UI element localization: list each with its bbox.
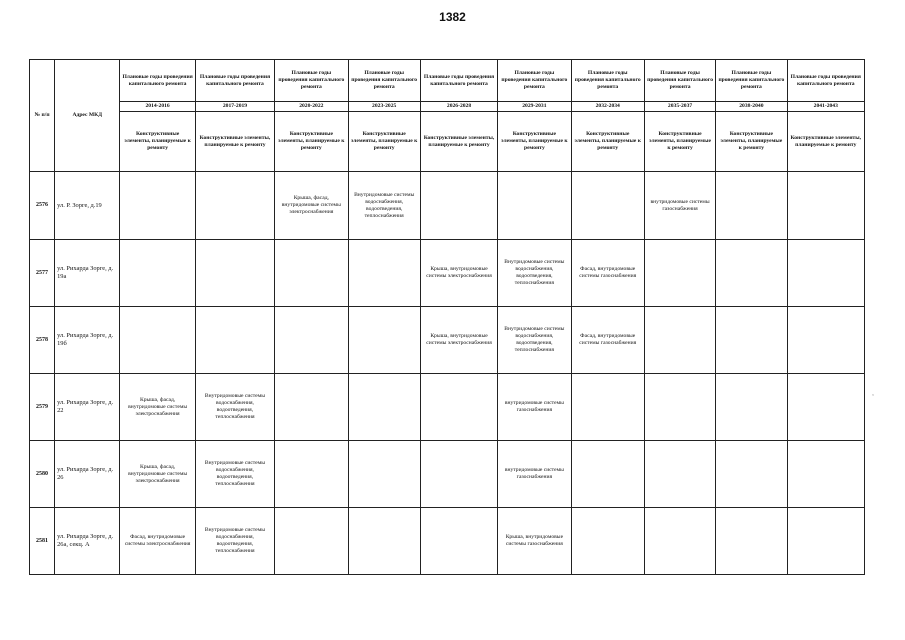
- repair-cell-2026-2028: Крыша, внутридомовые системы электроснабжения: [420, 307, 497, 374]
- header-group-2: Плановые годы проведения капитального ремонта: [275, 60, 348, 102]
- repair-cell-2032-2034: Фасад, внутридомовые системы газоснабжения: [571, 240, 644, 307]
- repair-cell-2038-2040: [716, 240, 787, 307]
- repair-cell-2014-2016: Фасад, внутридомовые системы электроснабжения: [120, 508, 195, 575]
- row-address: ул. Рихарда Зорге, д. 26а, секц. А: [55, 508, 120, 575]
- header-group-9: Плановые годы проведения капитального ремонта: [787, 60, 864, 102]
- header-group-5: Плановые годы проведения капитального ремонта: [498, 60, 571, 102]
- row-number: 2577: [30, 240, 55, 307]
- repair-cell-2032-2034: [571, 441, 644, 508]
- repair-cell-2017-2019: Внутридомовые системы водоснабжения, водоотведения, теплоснабжения: [195, 374, 274, 441]
- header-period-2038-2040: 2038-2040: [716, 102, 787, 112]
- repair-cell-2035-2037: внутридомовые системы газоснабжения: [644, 172, 715, 240]
- capital-repair-table: [29, 59, 865, 575]
- row-address: ул. Рихарда Зорге, д. 19б: [55, 307, 120, 374]
- header-period-2017-2019: 2017-2019: [195, 102, 274, 112]
- header-period-2023-2025: 2023-2025: [348, 102, 420, 112]
- repair-cell-2029-2031: внутридомовые системы газоснабжения: [498, 374, 571, 441]
- header-subtitle-8: Конструктивные элементы, планируемые к ремонту: [716, 112, 787, 172]
- header-group-6: Плановые годы проведения капитального ремонта: [571, 60, 644, 102]
- repair-cell-2020-2022: [275, 374, 348, 441]
- header-group-0: Плановые годы проведения капитального ремонта: [120, 60, 195, 102]
- repair-cell-2038-2040: [716, 508, 787, 575]
- repair-cell-2014-2016: [120, 172, 195, 240]
- repair-cell-2041-2043: [787, 172, 864, 240]
- repair-cell-2038-2040: [716, 172, 787, 240]
- repair-cell-2035-2037: [644, 307, 715, 374]
- repair-cell-2041-2043: [787, 307, 864, 374]
- header-period-2014-2016: 2014-2016: [120, 102, 195, 112]
- row-address: ул. Рихарда Зорге, д. 22: [55, 374, 120, 441]
- repair-cell-2041-2043: [787, 240, 864, 307]
- repair-cell-2041-2043: [787, 441, 864, 508]
- repair-cell-2029-2031: Внутридомовые системы водоснабжения, водоотведения, теплоснабжения: [498, 307, 571, 374]
- scan-mark: ,: [872, 390, 874, 397]
- repair-cell-2014-2016: [120, 240, 195, 307]
- table-row: [30, 374, 865, 441]
- repair-cell-2035-2037: [644, 441, 715, 508]
- header-subtitle-9: Конструктивные элементы, планируемые к ремонту: [787, 112, 864, 172]
- repair-cell-2017-2019: Внутридомовые системы водоснабжения, водоотведения, теплоснабжения: [195, 508, 274, 575]
- repair-cell-2041-2043: [787, 374, 864, 441]
- header-group-7: Плановые годы проведения капитального ремонта: [644, 60, 715, 102]
- repair-cell-2023-2025: [348, 508, 420, 575]
- repair-cell-2020-2022: [275, 441, 348, 508]
- repair-cell-2029-2031: внутридомовые системы газоснабжения: [498, 441, 571, 508]
- header-period-2041-2043: 2041-2043: [787, 102, 864, 112]
- row-number: 2578: [30, 307, 55, 374]
- repair-cell-2020-2022: Крыша, фасад, внутридомовые системы электроснабжения: [275, 172, 348, 240]
- repair-cell-2026-2028: [420, 374, 497, 441]
- repair-cell-2023-2025: [348, 441, 420, 508]
- repair-cell-2032-2034: [571, 374, 644, 441]
- repair-cell-2038-2040: [716, 441, 787, 508]
- row-address: ул. Рихарда Зорге, д. 26: [55, 441, 120, 508]
- repair-cell-2026-2028: [420, 508, 497, 575]
- repair-cell-2032-2034: [571, 172, 644, 240]
- repair-cell-2035-2037: [644, 240, 715, 307]
- repair-cell-2035-2037: [644, 508, 715, 575]
- repair-cell-2017-2019: [195, 172, 274, 240]
- header-period-2032-2034: 2032-2034: [571, 102, 644, 112]
- repair-cell-2026-2028: Крыша, внутридомовые системы электроснабжения: [420, 240, 497, 307]
- header-period-2029-2031: 2029-2031: [498, 102, 571, 112]
- repair-cell-2041-2043: [787, 508, 864, 575]
- repair-cell-2029-2031: Крыша, внутридомовые системы газоснабжения: [498, 508, 571, 575]
- table-row: [30, 441, 865, 508]
- row-number: 2579: [30, 374, 55, 441]
- table-row: [30, 307, 865, 374]
- repair-cell-2038-2040: [716, 374, 787, 441]
- repair-cell-2017-2019: Внутридомовые системы водоснабжения, водоотведения, теплоснабжения: [195, 441, 274, 508]
- repair-cell-2020-2022: [275, 508, 348, 575]
- repair-cell-2029-2031: Внутридомовые системы водоснабжения, водоотведения, теплоснабжения: [498, 240, 571, 307]
- header-group-1: Плановые годы проведения капитального ремонта: [195, 60, 274, 102]
- repair-cell-2023-2025: [348, 374, 420, 441]
- repair-cell-2014-2016: Крыша, фасад, внутридомовые системы электроснабжения: [120, 374, 195, 441]
- table-row: [30, 172, 865, 240]
- table-row: [30, 240, 865, 307]
- header-subtitle-4: Конструктивные элементы, планируемые к ремонту: [420, 112, 497, 172]
- repair-cell-2014-2016: [120, 307, 195, 374]
- repair-cell-2032-2034: [571, 508, 644, 575]
- repair-cell-2026-2028: [420, 441, 497, 508]
- table-row: [30, 508, 865, 575]
- repair-cell-2017-2019: [195, 307, 274, 374]
- repair-cell-2023-2025: Внутридомовые системы водоснабжения, водоотведения, теплоснабжения: [348, 172, 420, 240]
- repair-cell-2032-2034: Фасад, внутридомовые системы газоснабжения: [571, 307, 644, 374]
- repair-cell-2029-2031: [498, 172, 571, 240]
- repair-cell-2017-2019: [195, 240, 274, 307]
- header-period-2020-2022: 2020-2022: [275, 102, 348, 112]
- row-address: ул. Р. Зорге, д.19: [55, 172, 120, 240]
- page-number: 1382: [439, 10, 466, 24]
- header-group-4: Плановые годы проведения капитального ремонта: [420, 60, 497, 102]
- repair-cell-2023-2025: [348, 307, 420, 374]
- repair-cell-2023-2025: [348, 240, 420, 307]
- repair-cell-2014-2016: Крыша, фасад, внутридомовые системы электроснабжения: [120, 441, 195, 508]
- repair-cell-2038-2040: [716, 307, 787, 374]
- repair-cell-2026-2028: [420, 172, 497, 240]
- repair-cell-2035-2037: [644, 374, 715, 441]
- header-subtitle-1: Конструктивные элементы, планируемые к ремонту: [195, 112, 274, 172]
- header-subtitle-2: Конструктивные элементы, планируемые к ремонту: [275, 112, 348, 172]
- repair-cell-2020-2022: [275, 240, 348, 307]
- header-subtitle-6: Конструктивные элементы, планируемые к ремонту: [571, 112, 644, 172]
- header-period-2035-2037: 2035-2037: [644, 102, 715, 112]
- header-group-3: Плановые годы проведения капитального ремонта: [348, 60, 420, 102]
- header-group-8: Плановые годы проведения капитального ремонта: [716, 60, 787, 102]
- repair-cell-2020-2022: [275, 307, 348, 374]
- header-number: № п/п: [30, 60, 55, 172]
- row-number: 2581: [30, 508, 55, 575]
- header-subtitle-5: Конструктивные элементы, планируемые к ремонту: [498, 112, 571, 172]
- row-number: 2576: [30, 172, 55, 240]
- header-subtitle-0: Конструктивные элементы, планируемые к ремонту: [120, 112, 195, 172]
- row-number: 2580: [30, 441, 55, 508]
- header-subtitle-3: Конструктивные элементы, планируемые к ремонту: [348, 112, 420, 172]
- row-address: ул. Рихарда Зорге, д. 19а: [55, 240, 120, 307]
- header-address: Адрес МКД: [55, 60, 120, 172]
- header-period-2026-2028: 2026-2028: [420, 102, 497, 112]
- header-subtitle-7: Конструктивные элементы, планируемые к ремонту: [644, 112, 715, 172]
